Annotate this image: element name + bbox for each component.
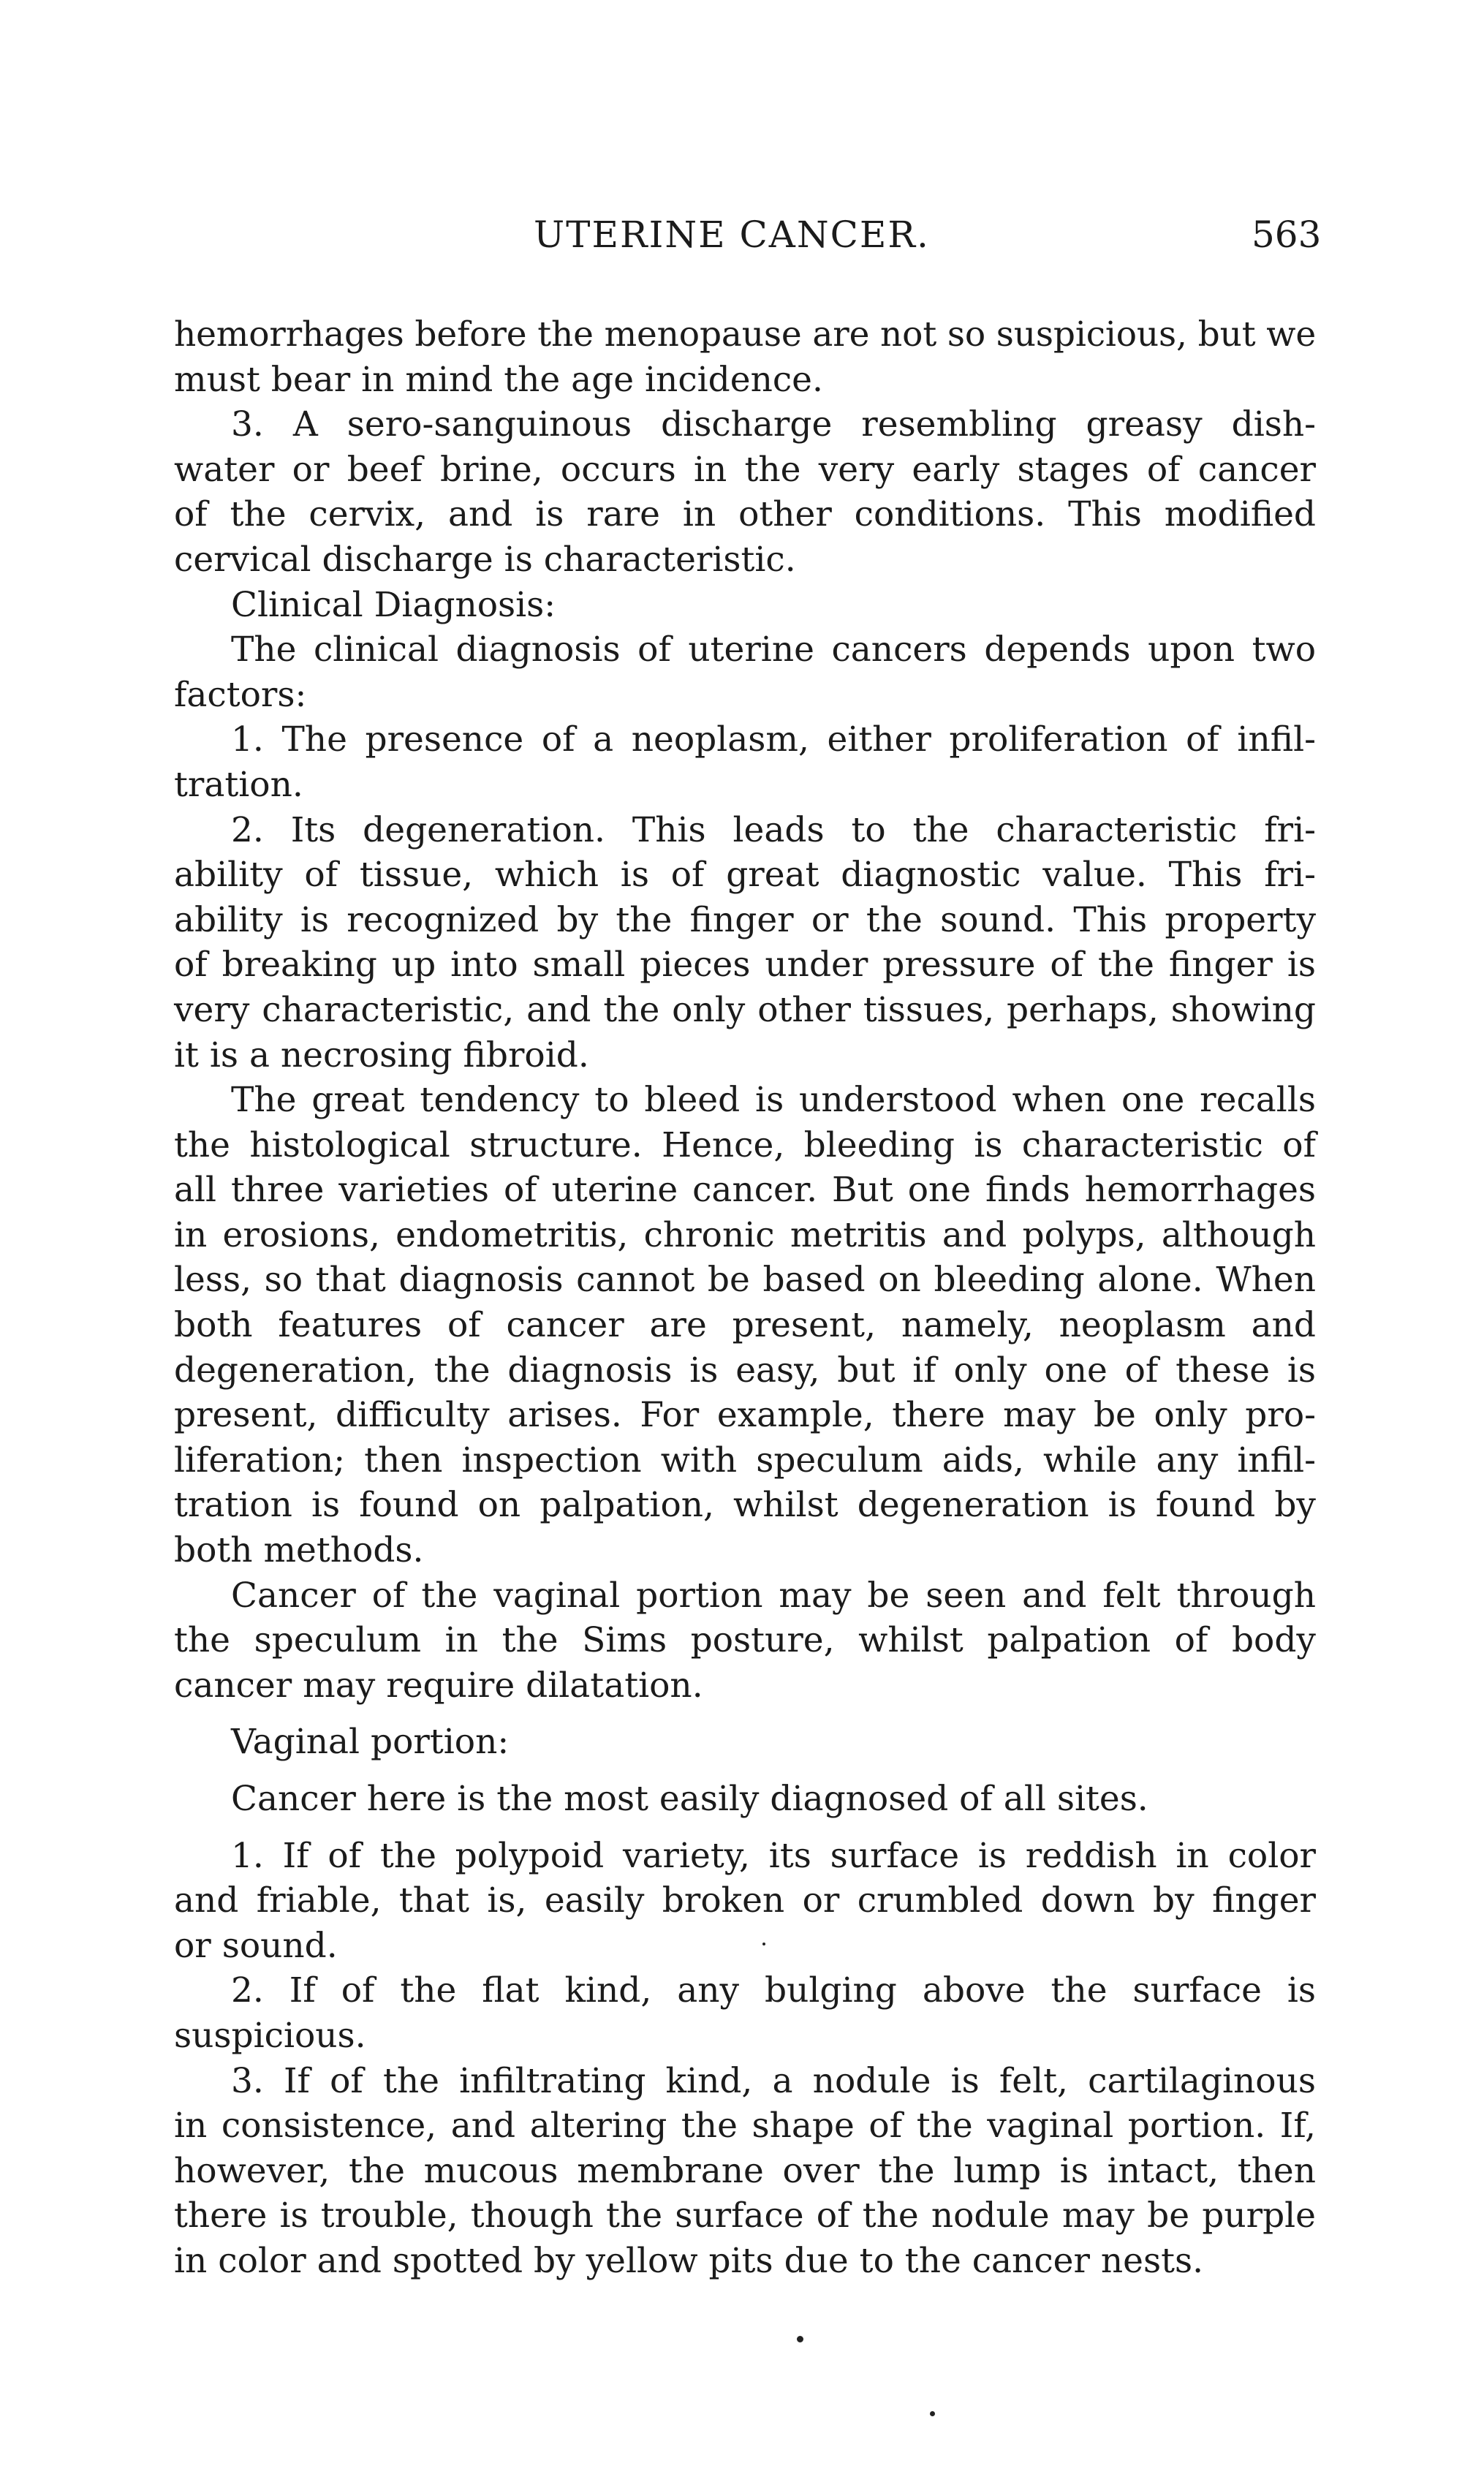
text-line: hemorrhages before the menopause are not so suspicious, but we [174,314,1317,355]
ink-speck [762,1943,765,1945]
paragraph-gap [174,1708,1316,1720]
text-line: 3. A sero-sanguinous discharge resembling greasy dish- [231,404,1316,445]
text-line: and friable, that is, easily broken or crumbled down by finger [174,1880,1316,1921]
text-line: tration is found on palpation, whilst degeneration is found by [174,1485,1316,1526]
paragraph-gap [174,1822,1316,1834]
text-line: ability of tissue, which is of great diagnostic value. This fri- [174,855,1316,896]
text-line: in consistence, and altering the shape of the vaginal portion. If, [174,2106,1316,2147]
text-line: 2. If of the flat kind, any bulging above the surface is [231,1970,1316,2011]
text-line: factors: [174,674,307,715]
text-line: degeneration, the diagnosis is easy, but if only one of these is [174,1350,1316,1391]
text-line: the speculum in the Sims posture, whilst palpation of body [174,1620,1316,1661]
text-line: of breaking up into small pieces under pressure of the finger is [174,945,1316,986]
text-line: present, difficulty arises. For example, there may be only pro- [174,1395,1316,1436]
text-line: Cancer here is the most easily diagnosed of all sites. [231,1779,1148,1819]
text-line: The great tendency to bleed is understood when one recalls [231,1080,1316,1121]
text-line: all three varieties of uterine cancer. But one finds hemorrhages [174,1170,1316,1211]
text-line: water or beef brine, occurs in the very early stages of cancer [174,449,1316,490]
text-line: both methods. [174,1530,424,1571]
text-line: suspicious. [174,2015,366,2056]
text-line: Cancer of the vaginal portion may be seen and felt through [231,1575,1316,1616]
ink-speck [930,2411,935,2416]
text-line: very characteristic, and the only other tissues, perhaps, showing [174,989,1316,1030]
text-line: there is trouble, though the surface of the nodule may be purple [174,2195,1316,2236]
text-line: or sound. [174,1925,338,1966]
text-line: must bear in mind the age incidence. [174,359,823,400]
text-line: in color and spotted by yellow pits due to the cancer nests. [174,2240,1204,2281]
text-line: 1. The presence of a neoplasm, either proliferation of infil- [231,719,1316,760]
text-line: the histological structure. Hence, bleeding is characteristic of [174,1124,1316,1165]
text-line: 2. Its degeneration. This leads to the characteristic fri- [231,809,1316,850]
text-line: The clinical diagnosis of uterine cancers depends upon two [231,629,1316,670]
text-line: tration. [174,764,303,805]
text-line: however, the mucous membrane over the lump is intact, then [174,2150,1316,2191]
text-line: in erosions, endometritis, chronic metritis and polyps, although [174,1214,1316,1255]
text-line: less, so that diagnosis cannot be based on bleeding alone. When [174,1260,1316,1301]
text-line: cancer may require dilatation. [174,1665,703,1706]
text-line: 3. If of the infiltrating kind, a nodule is felt, cartilaginous [231,2060,1316,2101]
text-line: it is a necrosing fibroid. [174,1035,589,1075]
running-title: UTERINE CANCER. [534,213,930,256]
text-line: liferation; then inspection with speculum aids, while any infil- [174,1440,1316,1480]
text-line: both features of cancer are present, namely, neoplasm and [174,1305,1316,1346]
section-heading: Vaginal portion: [231,1722,510,1763]
text-line: 1. If of the polypoid variety, its surface is reddish in color [231,1835,1316,1876]
page-number: 563 [1252,213,1322,256]
ink-speck [797,2336,803,2342]
paragraph-gap [174,1765,1316,1777]
text-line: ability is recognized by the finger or the sound. This property [174,899,1316,940]
text-line: of the cervix, and is rare in other conditions. This modified [174,494,1316,535]
page-header [0,213,1484,272]
text-line: cervical discharge is characteristic. [174,539,796,580]
section-heading: Clinical Diagnosis: [231,584,556,625]
body-text [174,312,1316,2284]
